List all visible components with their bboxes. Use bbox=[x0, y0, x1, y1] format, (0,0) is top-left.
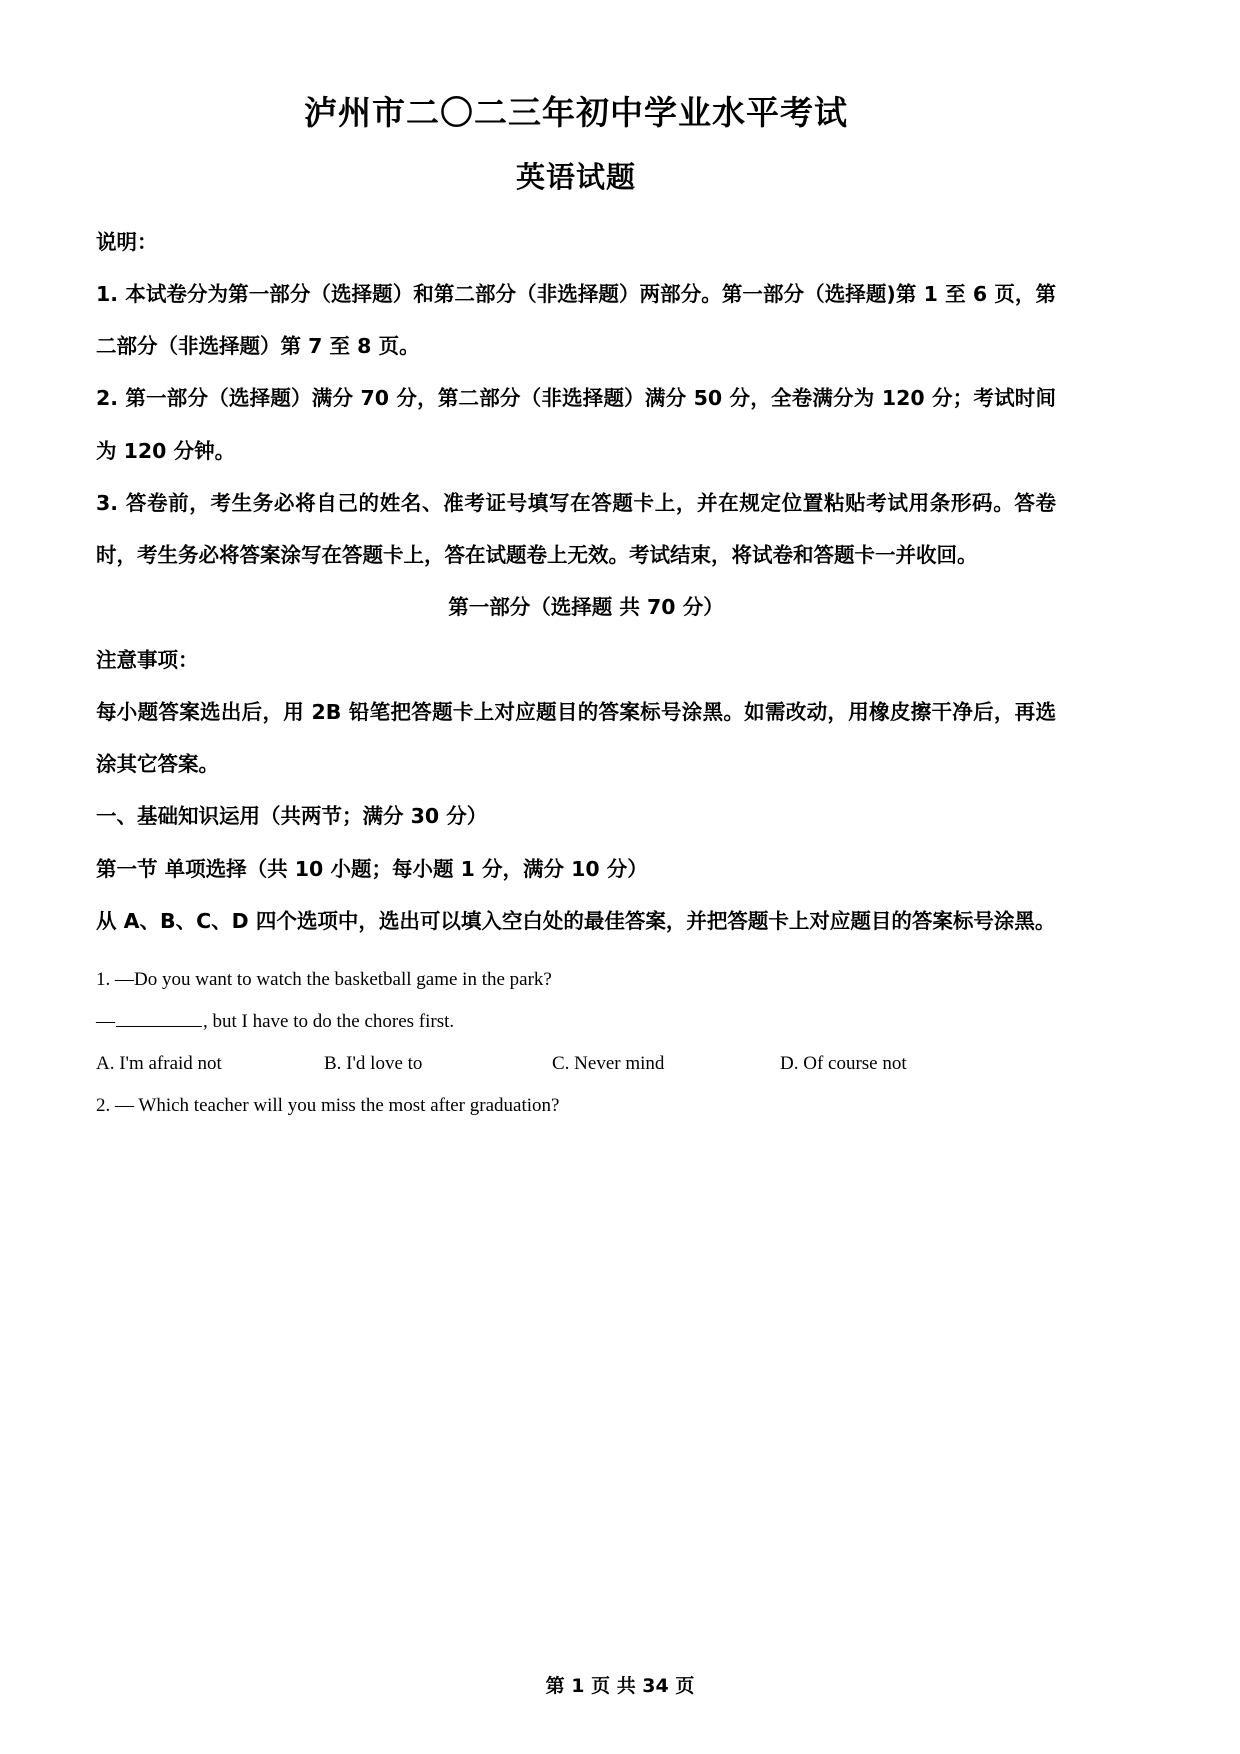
question-1-choice-a[interactable]: A. I'm afraid not bbox=[96, 1052, 222, 1074]
notice-heading: 注意事项： bbox=[96, 647, 199, 672]
page-title: 泸州市二〇二三年初中学业水平考试 bbox=[304, 93, 848, 132]
question-1-blank bbox=[116, 1008, 202, 1027]
part-one-heading: 第一部分（选择题 共 70 分） bbox=[448, 595, 724, 620]
instructions-heading: 说明： bbox=[96, 229, 158, 254]
section-one-title: 一、基础知识运用（共两节；满分 30 分） bbox=[96, 804, 488, 829]
page-subtitle: 英语试题 bbox=[515, 160, 636, 195]
question-1-dash: — bbox=[96, 1011, 115, 1033]
question-1-stem-line-1: 1. —Do you want to watch the basketball game in the park? bbox=[96, 969, 552, 991]
subsection-directions: 从 A、B、C、D 四个选项中，选出可以填入空白处的最佳答案，并把答题卡上对应题目的答案标号涂黑。 bbox=[96, 908, 1056, 933]
notice-text: 每小题答案选出后，用 2B 铅笔把答题卡上对应题目的答案标号涂黑。如需改动，用橡皮擦干净后，再选涂其它答案。 bbox=[96, 699, 1056, 777]
spacer bbox=[96, 947, 1056, 959]
instruction-item-2: 2. 第一部分（选择题）满分 70 分，第二部分（非选择题）满分 50 分，全卷满分为 120 分；考试时间为 120 分钟。 bbox=[96, 386, 1056, 463]
page-footer: 第 1 页 共 34 页 bbox=[545, 1675, 695, 1697]
question-1-stem-tail: , but I have to do the chores first. bbox=[203, 1011, 455, 1033]
question-1-stem-line-2 bbox=[96, 1001, 1056, 1043]
question-2-stem-line-1: 2. — Which teacher will you miss the most after graduation? bbox=[96, 1094, 560, 1116]
spacer bbox=[96, 196, 1056, 216]
instruction-item-3: 3. 答卷前，考生务必将自己的姓名、准考证号填写在答题卡上，并在规定位置粘贴考试用条形码。答卷时，考生务必将答案涂写在答题卡上，答在试题卷上无效。考试结束，将试卷和答题卡一并收回。 bbox=[96, 490, 1056, 568]
instruction-item-1: 1. 本试卷分为第一部分（选择题）和第二部分（非选择题）两部分。第一部分（选择题)第 1 至 6 页，第二部分（非选择题）第 7 至 8 页。 bbox=[96, 281, 1056, 359]
question-1-choice-d[interactable]: D. Of course not bbox=[780, 1052, 907, 1074]
question-1-choice-b[interactable]: B. I'd love to bbox=[324, 1052, 423, 1074]
question-1-choices bbox=[96, 1043, 1056, 1085]
page-content bbox=[96, 0, 1056, 1126]
question-1-choice-c[interactable]: C. Never mind bbox=[552, 1052, 665, 1074]
subsection-title: 第一节 单项选择（共 10 小题；每小题 1 分，满分 10 分） bbox=[96, 856, 648, 881]
